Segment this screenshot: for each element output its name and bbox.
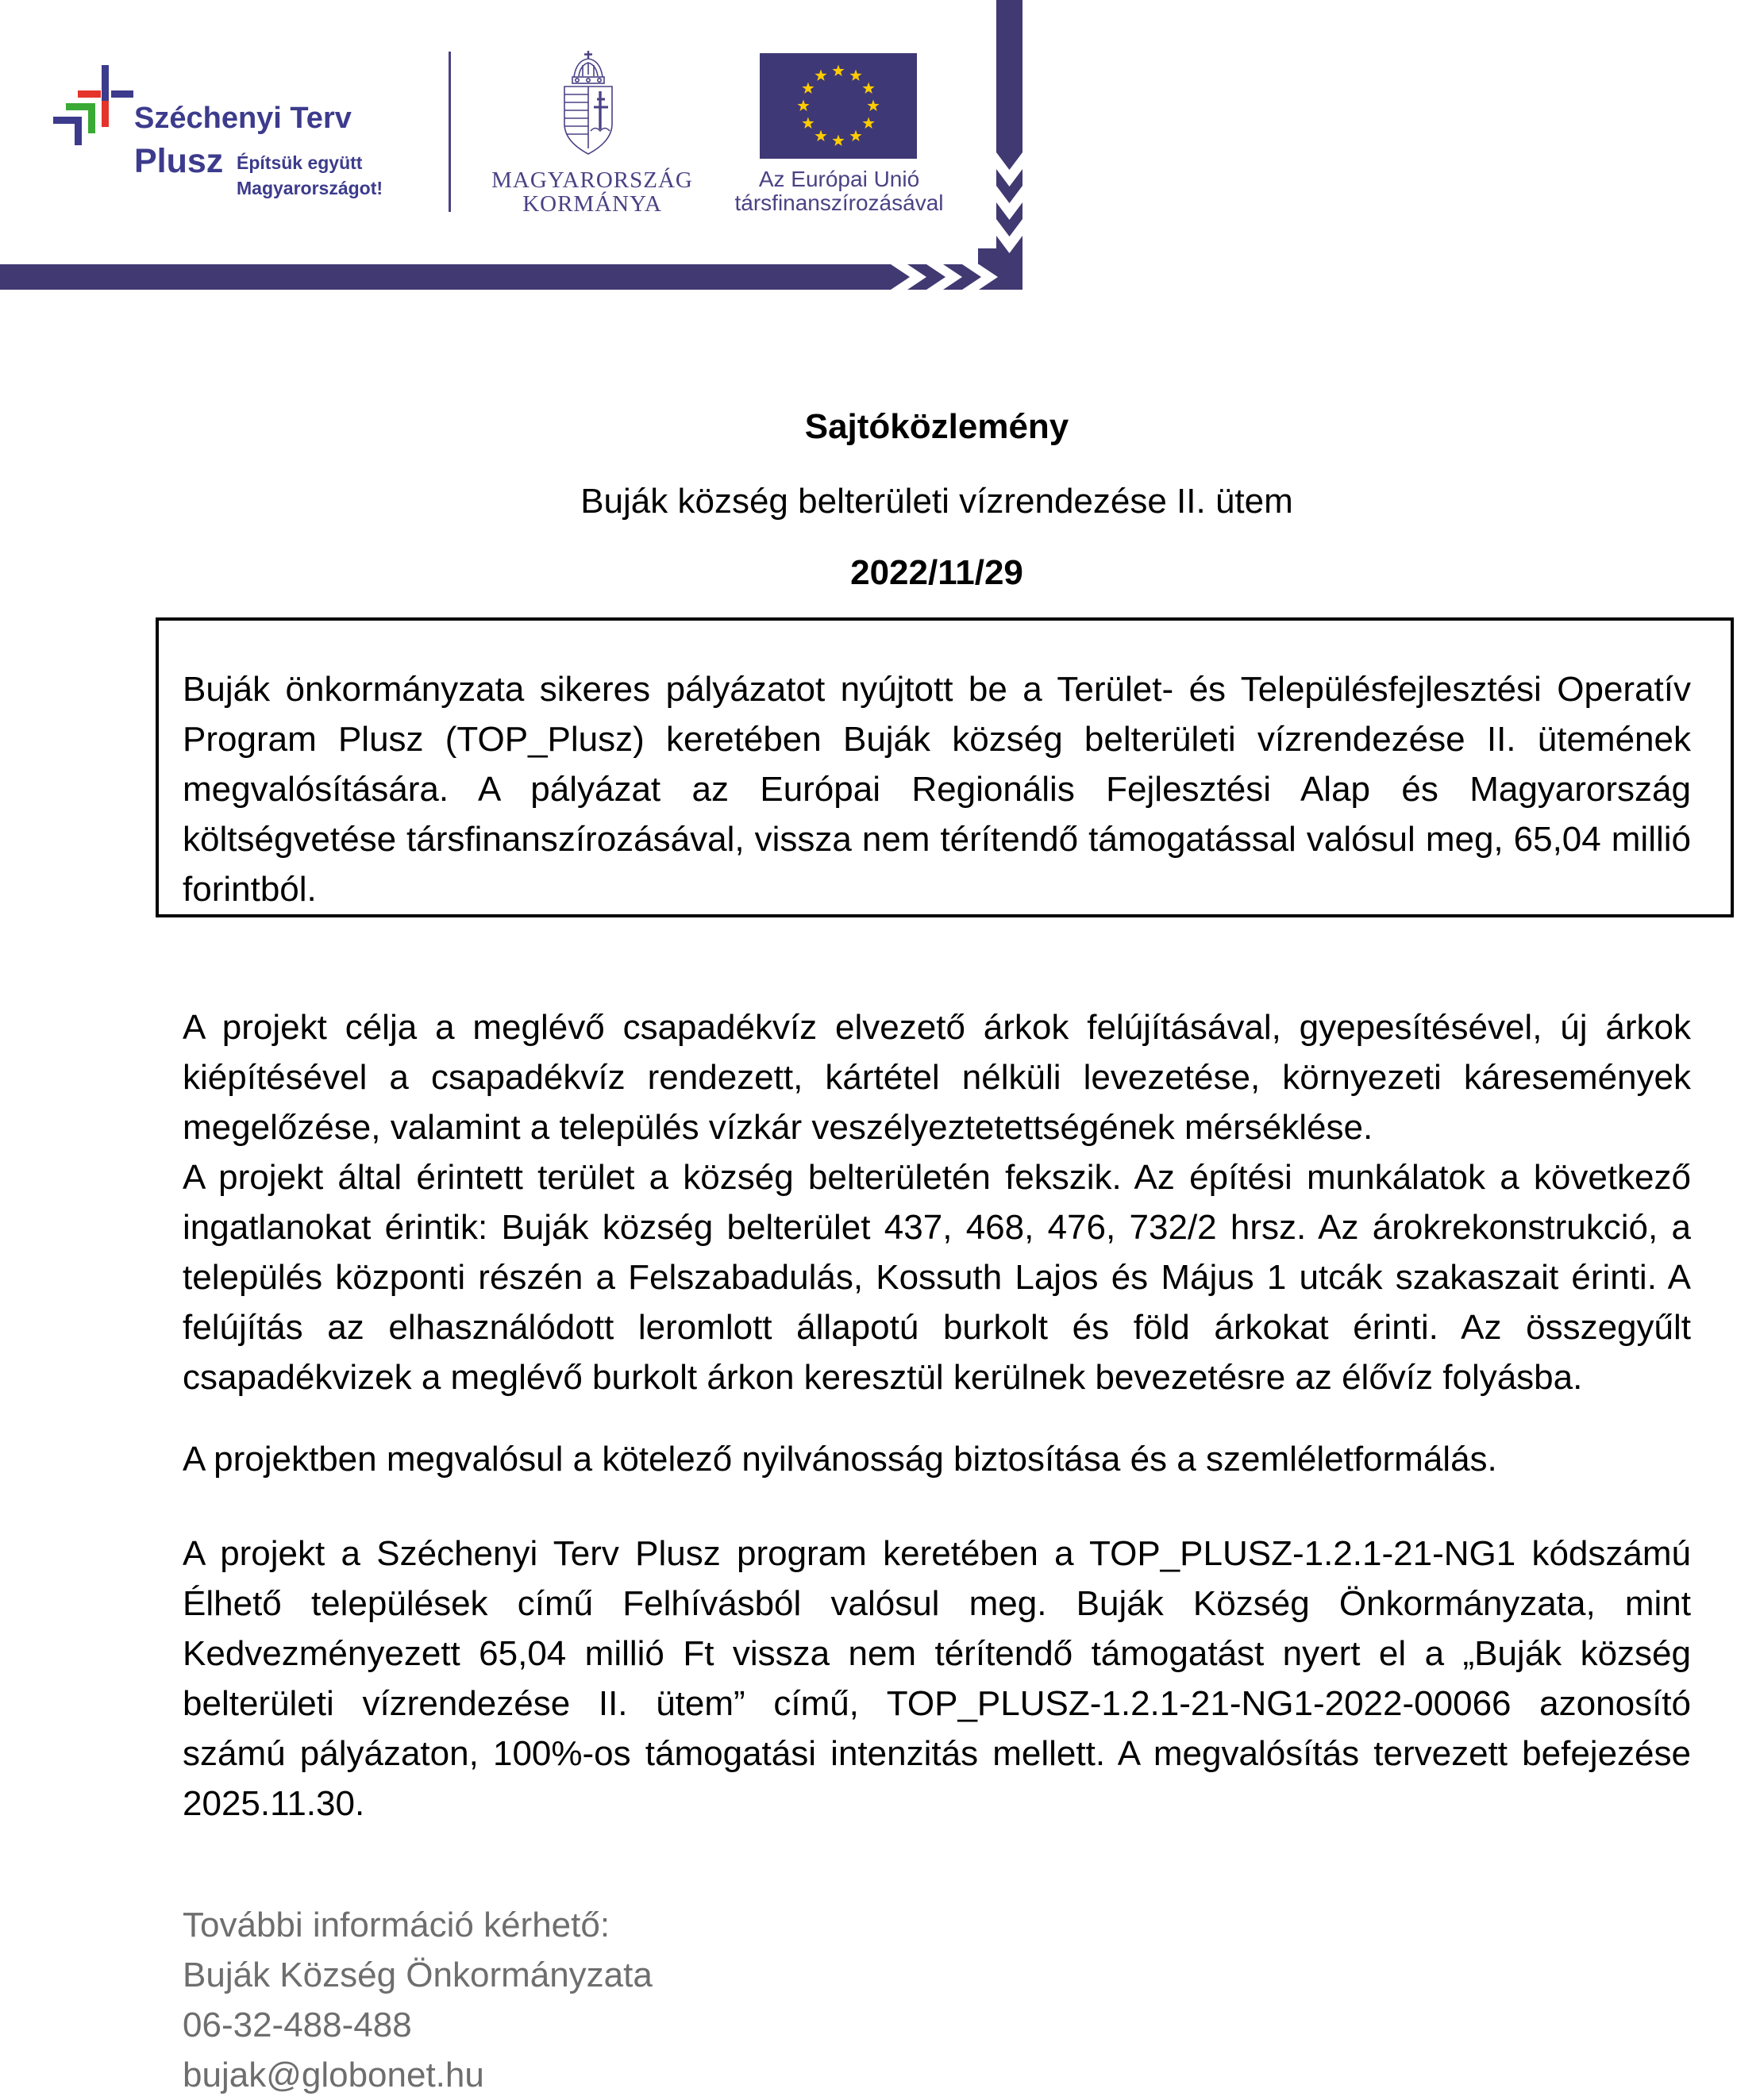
body-paragraph-2: A projekt által érintett terület a község belterületén fekszik. Az építési munkálatok a következő ingatlanokat érintik: Buják község belterület 437, 468, 476, 732/2 hrsz. Az árokrekonstrukció, a település központi részén a Felszabadulás, Kossuth Lajos és Május 1 utcák szakaszait érinti. A felújítás az elhasználódott leromlott állapotú burkolt és föld árkokat érinti. Az összegyűlt csapadékvizek a meglévő burkolt árkon keresztül kerülnek bevezetésre az élővíz folyásba. [183, 1158, 1691, 1397]
eu-cofinancing-label [727, 167, 951, 215]
szechenyi-logo-plusz: Plusz [134, 142, 224, 180]
government-label-line1: MAGYARORSZÁG [491, 167, 693, 193]
release-date: 2022/11/29 [850, 553, 1023, 592]
szechenyi-tagline-2: Magyarországot! [237, 178, 383, 198]
body-paragraph-1: A projekt célja a meglévő csapadékvíz elvezető árkok felújításával, gyepesítésével, új árkok kiépítésével a csapadékvíz rendezett, kártétel nélküli levezetése, környezeti káresemények megelőzése, valamint a település vízkár veszélyeztetettségének mérséklése. [183, 1008, 1691, 1147]
szechenyi-logo-text: Széchenyi Terv [134, 102, 352, 135]
logo-divider [449, 52, 451, 212]
body-paragraph-4: A projekt a Széchenyi Terv Plusz program keretében a TOP_PLUSZ-1.2.1-21-NG1 kódszámú Élhető települések című Felhívásból valósul meg. Buják Község Önkormányzata, mint Kedvezményezett 65,04 millió Ft vissza nem térítendő támogatást nyert el a „Buják község belterületi vízrendezése II. ütem” című, TOP_PLUSZ-1.2.1-21-NG1-2022-00066 azonosító számú pályázaton, 100%-os támogatási intenzitás mellett. A megvalósítás tervezett befejezése 2025.11.30. [183, 1534, 1691, 1823]
eu-flag-icon [760, 53, 917, 159]
contact-block [183, 1900, 1691, 2100]
contact-intro: További információ kérhető: [183, 1906, 610, 1944]
government-label [476, 168, 708, 216]
contact-phone: 06-32-488-488 [183, 2006, 412, 2044]
document-body [183, 402, 1691, 2100]
lead-summary-text: Buják önkormányzata sikeres pályázatot nyújtott be a Terület- és Településfejlesztési Operatív Program Plusz (TOP_Plusz) keretében Buják község belterületi vízrendezése II. ütemének megvalósítására. A pályázat az Európai Regionális Fejlesztési Alap és Magyarország költségvetése társfinanszírozásával, vissza nem térítendő támogatással valósul meg, 65,04 millió forintból. [183, 670, 1691, 909]
hungary-coat-of-arms-icon [560, 50, 616, 160]
header [0, 0, 1760, 302]
eu-label-line2: társfinanszírozásával [734, 190, 944, 215]
lead-summary-box [156, 617, 1734, 917]
eu-label-line1: Az Európai Unió [758, 167, 920, 191]
project-title: Buják község belterületi vízrendezése II. ütem [580, 482, 1293, 521]
body-paragraph-3: A projektben megvalósul a kötelező nyilvánosság biztosítása és a szemléletformálás. [183, 1440, 1497, 1479]
government-label-line2: KORMÁNYA [522, 191, 662, 217]
contact-organization: Buják Község Önkormányzata [183, 1956, 653, 1994]
szechenyi-cross-icon [52, 63, 135, 147]
page-title: Sajtóközlemény [804, 407, 1069, 446]
contact-email: bujak@globonet.hu [183, 2056, 484, 2094]
szechenyi-tagline-1: Építsük együtt [237, 152, 363, 173]
